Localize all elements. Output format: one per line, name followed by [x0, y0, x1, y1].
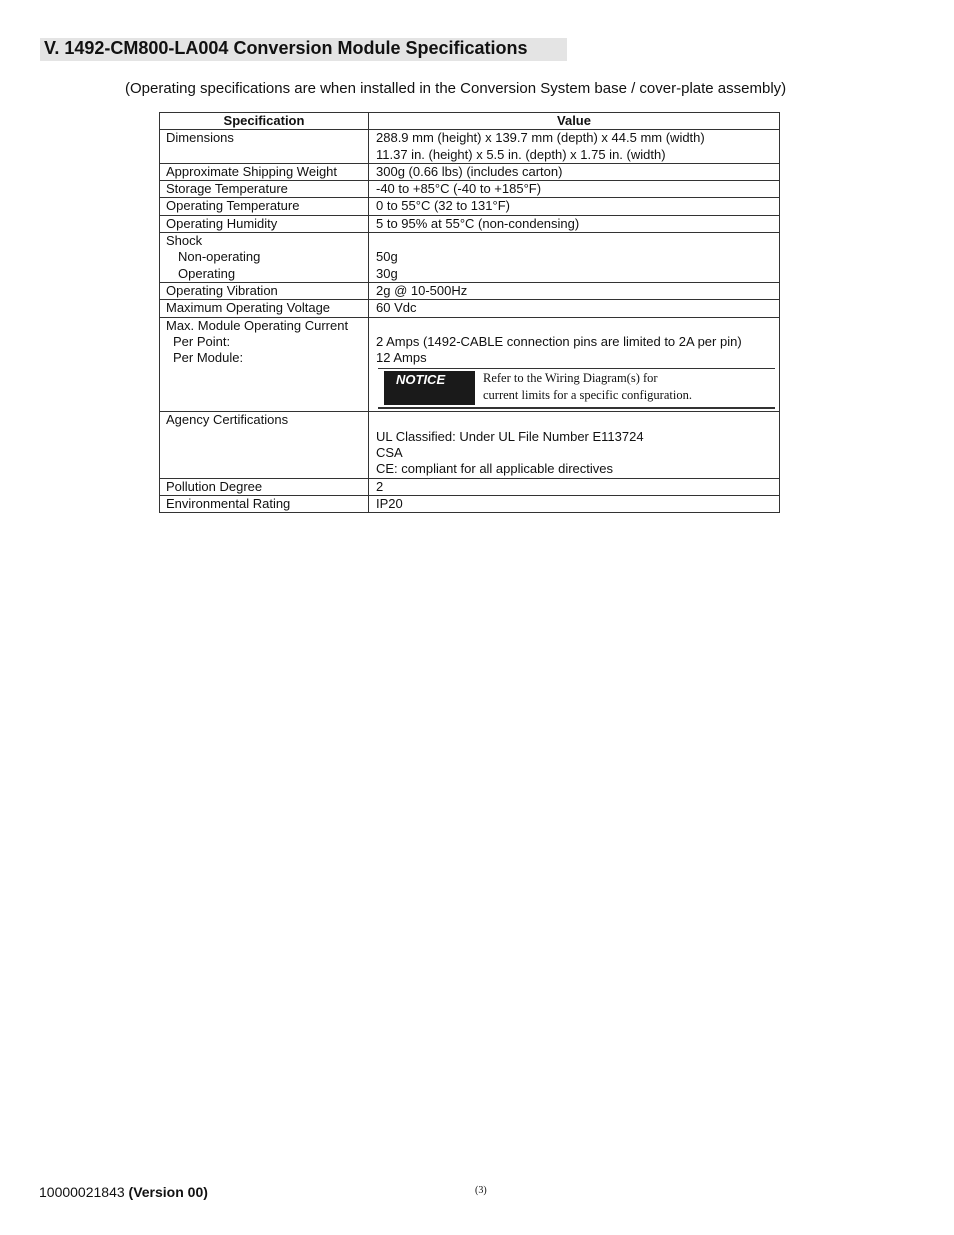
- doc-version: (Version 00): [128, 1184, 208, 1200]
- spec-sub-label: Per Point:: [173, 333, 231, 349]
- spec-label: Operating Temperature: [160, 198, 369, 215]
- specifications-table: [159, 112, 780, 513]
- spec-value: 0 to 55°C (32 to 131°F): [369, 198, 780, 215]
- table-row: [160, 495, 780, 512]
- spec-value: [369, 317, 780, 412]
- value-line: CE: compliant for all applicable directives: [376, 461, 613, 477]
- footer-doc-info: [39, 1183, 208, 1201]
- page-number: (3): [475, 1185, 487, 1196]
- table-row: [160, 300, 780, 317]
- spec-value: 300g (0.66 lbs) (includes carton): [369, 163, 780, 180]
- spec-label: Operating Humidity: [160, 215, 369, 232]
- spec-value: [369, 412, 780, 478]
- spec-label: [160, 317, 369, 412]
- doc-number: 10000021843: [39, 1184, 125, 1200]
- spec-value: 5 to 95% at 55°C (non-condensing): [369, 215, 780, 232]
- notice-label: NOTICE: [384, 371, 475, 405]
- spec-label: Operating Vibration: [160, 282, 369, 299]
- spec-sub-label: Non-operating: [178, 249, 261, 265]
- subtitle: (Operating specifications are when installed in the Conversion System base / cover-plate assembly): [125, 80, 787, 97]
- value-line: 2 Amps (1492-CABLE connection pins are limited to 2A per pin): [376, 333, 742, 349]
- table-row: [160, 478, 780, 495]
- table-row: [160, 163, 780, 180]
- spec-value: 60 Vdc: [369, 300, 780, 317]
- spec-label: Environmental Rating: [160, 495, 369, 512]
- value-line: 12 Amps: [376, 350, 427, 366]
- spec-value: [369, 130, 780, 164]
- table-row: [160, 130, 780, 164]
- value-line: 11.37 in. (height) x 5.5 in. (depth) x 1.75 in. (width): [376, 146, 666, 162]
- spec-label: Storage Temperature: [160, 181, 369, 198]
- spec-value: IP20: [369, 495, 780, 512]
- spec-label: Dimensions: [160, 130, 369, 164]
- notice-line: current limits for a specific configuration.: [483, 387, 692, 402]
- notice-text: [475, 369, 692, 407]
- table-row: [160, 198, 780, 215]
- table-row: [160, 181, 780, 198]
- value-line: 30g: [376, 265, 398, 281]
- value-line: CSA: [376, 445, 403, 461]
- table-row: [160, 233, 780, 283]
- value-line: UL Classified: Under UL File Number E113724: [376, 428, 644, 444]
- spec-label: Maximum Operating Voltage: [160, 300, 369, 317]
- header-specification: Specification: [160, 113, 369, 130]
- value-line: 288.9 mm (height) x 139.7 mm (depth) x 44.5 mm (width): [376, 130, 705, 146]
- table-header-row: [160, 113, 780, 130]
- spec-label: Agency Certifications: [160, 412, 369, 478]
- spec-sub-label: Per Module:: [173, 350, 244, 366]
- table-row: [160, 412, 780, 478]
- spec-value: 2: [369, 478, 780, 495]
- notice-box: [378, 368, 775, 409]
- spec-label: [160, 233, 369, 283]
- spec-label: Pollution Degree: [160, 478, 369, 495]
- notice-line: Refer to the Wiring Diagram(s) for: [483, 371, 658, 386]
- spec-label-main: Shock: [166, 233, 203, 249]
- spec-sub-label: Operating: [178, 265, 236, 281]
- section-title: V. 1492-CM800-LA004 Conversion Module Specifications: [40, 38, 567, 61]
- value-line: 50g: [376, 249, 398, 265]
- spec-value: [369, 233, 780, 283]
- table-row: [160, 215, 780, 232]
- table-row: [160, 317, 780, 412]
- header-value: Value: [369, 113, 780, 130]
- spec-label-main: Max. Module Operating Current: [166, 317, 349, 333]
- table-row: [160, 282, 780, 299]
- spec-label: Approximate Shipping Weight: [160, 163, 369, 180]
- spec-value: 2g @ 10-500Hz: [369, 282, 780, 299]
- spec-value: -40 to +85°C (-40 to +185°F): [369, 181, 780, 198]
